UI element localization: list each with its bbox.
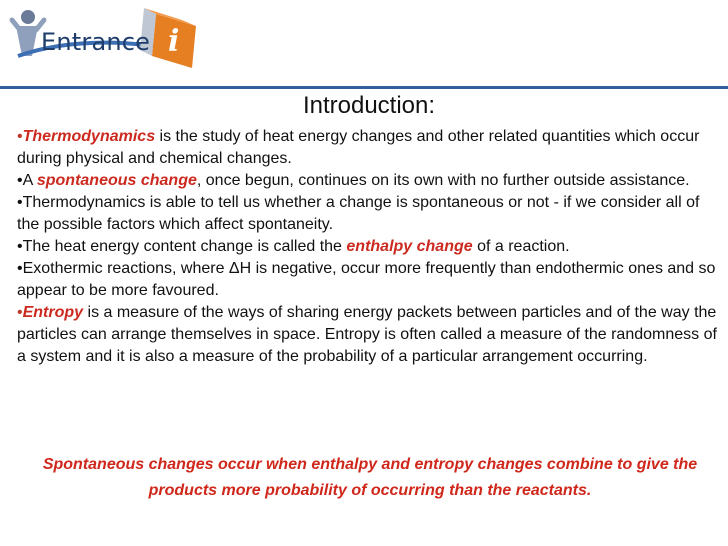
highlight-term: Entropy bbox=[22, 304, 84, 321]
bullet-text: of a reaction. bbox=[472, 238, 570, 255]
bullet-text: A bbox=[22, 172, 37, 189]
bullet-text: is a measure of the ways of sharing energy packets between particles and of the way the particles can arrange themselves in space. Entropy is often called a measure of the randomness of a system and it is also a measure of the probability of a particular arrangement occurring. bbox=[17, 304, 717, 365]
logo-figure-head-icon bbox=[21, 10, 35, 24]
bullet-item bbox=[17, 302, 717, 368]
bullet-marker: • bbox=[17, 260, 23, 277]
bullet-list bbox=[17, 126, 717, 368]
highlight-term: spontaneous change bbox=[36, 172, 197, 189]
header-divider bbox=[0, 86, 728, 89]
logo bbox=[6, 6, 206, 84]
bullet-marker: • bbox=[17, 172, 23, 189]
bullet-text: Exothermic reactions, where ΔH is negative, occur more frequently than endothermic ones and so appear to be more favoured. bbox=[17, 260, 716, 299]
logo-mark-text: i bbox=[168, 24, 180, 59]
highlight-term: enthalpy change bbox=[346, 238, 473, 255]
bullet-item bbox=[17, 170, 717, 192]
bullet-text: The heat energy content change is called the bbox=[22, 238, 347, 255]
slide-title: Introduction: bbox=[302, 92, 436, 119]
bullet-text: Thermodynamics is able to tell us whether a change is spontaneous or not - if we consider all of the possible factors which affect spontaneity. bbox=[17, 194, 700, 233]
bullet-item bbox=[17, 192, 717, 236]
bullet-item bbox=[17, 236, 717, 258]
bullet-marker: • bbox=[17, 238, 23, 255]
bullet-marker: • bbox=[17, 194, 23, 211]
logo-text: Entrance bbox=[41, 28, 151, 56]
bullet-text: , once begun, continues on its own with no further outside assistance. bbox=[196, 172, 690, 189]
bullet-marker: • bbox=[17, 304, 23, 321]
bullet-item bbox=[17, 258, 717, 302]
bullet-marker: • bbox=[17, 128, 23, 145]
closing-statement: Spontaneous changes occur when enthalpy and entropy changes combine to give the products more probability of occurring than the reactants. bbox=[42, 456, 698, 499]
bullet-text: is the study of heat energy changes and other related quantities which occur during physical and chemical changes. bbox=[17, 128, 700, 167]
bullet-item bbox=[17, 126, 717, 170]
highlight-term: Thermodynamics bbox=[22, 128, 156, 145]
